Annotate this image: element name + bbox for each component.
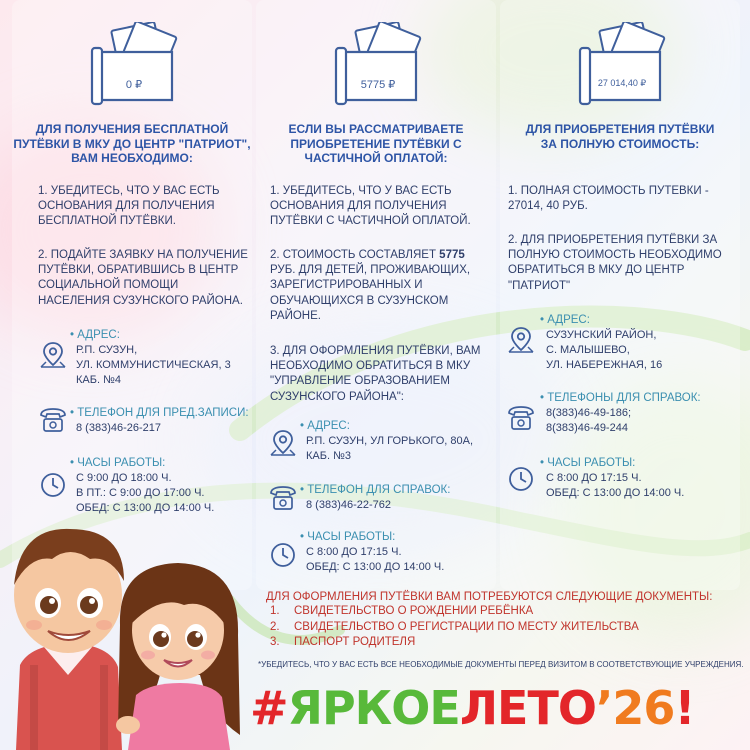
phone-label-full: • ТЕЛЕФОНЫ ДЛЯ СПРАВОК: — [540, 391, 701, 405]
documents-title: ДЛЯ ОФОРМЛЕНИЯ ПУТЁВКИ ВАМ ПОТРЕБУЮТСЯ СЛЕДУЮЩИЕ ДОКУМЕНТЫ: — [266, 591, 713, 603]
hours-free: С 9:00 ДО 18:00 Ч. В ПТ.: С 9:00 ДО 17:00 Ч. ОБЕД: С 13:00 ДО 14:00 Ч. — [76, 472, 215, 514]
telephone-icon — [506, 403, 536, 433]
step-2-free: 2. ПОДАЙТЕ ЗАЯВКУ НА ПОЛУЧЕНИЕ ПУТЁВКИ, ОБРАТИВШИСЬ В ЦЕНТР СОЦИАЛЬНОЙ ПОМОЩИ НАСЕЛЕНИЯ СУЗУНСКОГО РАЙОНА. — [38, 249, 248, 307]
step-2-partial: 2. СТОИМОСТЬ СОСТАВЛЯЕТ 5775 РУБ. ДЛЯ ДЕТЕЙ, ПРОЖИВАЮЩИХ, ЗАРЕГИСТРИРОВАННЫХ И ОБУЧАЮЩИХСЯ В СУЗУНСКОМ РАЙОНЕ. — [270, 249, 471, 322]
telephone-icon — [38, 405, 68, 435]
hours-full: С 8:00 ДО 17:15 Ч. ОБЕД: С 13:00 ДО 14:00 Ч. — [546, 472, 685, 499]
heading-partial: ЕСЛИ ВЫ РАССМАТРИВАЕТЕ ПРИОБРЕТЕНИЕ ПУТЁВКИ С ЧАСТИЧНОЙ ОПЛАТОЙ: — [288, 122, 464, 165]
step-1-partial: 1. УБЕДИТЕСЬ, ЧТО У ВАС ЕСТЬ ОСНОВАНИЯ ДЛЯ ПОЛУЧЕНИЯ ПУТЁВКИ С ЧАСТИЧНОЙ ОПЛАТОЙ. — [270, 185, 471, 228]
hashtag-banner: #ЯРКОЕЛЕТО’26! — [250, 681, 695, 735]
amount-partial: 5775 ₽ — [360, 79, 396, 91]
heading-full: ДЛЯ ПРИОБРЕТЕНИЯ ПУТЁВКИ ЗА ПОЛНУЮ СТОИМОСТЬ: — [525, 122, 715, 151]
step-2-full: 2. ДЛЯ ПРИОБРЕТЕНИЯ ПУТЁВКИ ЗА ПОЛНУЮ СТОИМОСТЬ НЕОБХОДИМО ОБРАТИТЬСЯ В МКУ ДО ЦЕНТР "ПАТРИОТ" — [508, 234, 722, 292]
address-label-full: • АДРЕС: — [540, 313, 590, 327]
clock-icon — [268, 540, 298, 570]
wallet-icon — [88, 22, 184, 108]
clock-icon — [38, 470, 68, 500]
children-illustration — [0, 515, 260, 750]
documents-section — [266, 590, 736, 651]
step-1-free: 1. УБЕДИТЕСЬ, ЧТО У ВАС ЕСТЬ ОСНОВАНИЯ ДЛЯ ПОЛУЧЕНИЯ БЕСПЛАТНОЙ ПУТЁВКИ. — [38, 185, 220, 228]
amount-full: 27 014,40 ₽ — [597, 78, 647, 88]
clock-icon — [506, 464, 536, 494]
heading-free: ДЛЯ ПОЛУЧЕНИЯ БЕСПЛАТНОЙ ПУТЁВКИ В МКУ ДО ЦЕНТР "ПАТРИОТ", ВАМ НЕОБХОДИМО: — [13, 122, 251, 165]
map-pin-icon — [38, 340, 68, 370]
map-pin-icon — [506, 325, 536, 355]
phone-label-partial: • ТЕЛЕФОН ДЛЯ СПРАВОК: — [300, 483, 450, 497]
wallet-icon — [576, 22, 672, 108]
phone-partial: 8 (383)46-22-762 — [306, 499, 392, 511]
phone-free: 8 (383)46-26-217 — [76, 422, 162, 434]
hours-label-free: • ЧАСЫ РАБОТЫ: — [70, 456, 165, 470]
document-item: 1. СВИДЕТЕЛЬСТВО О РОЖДЕНИИ РЕБЁНКА — [270, 605, 534, 617]
step-1-full: 1. ПОЛНАЯ СТОИМОСТЬ ПУТЕВКИ - 27014, 40 РУБ. — [508, 185, 709, 213]
address-label-free: • АДРЕС: — [70, 328, 120, 342]
document-item: 2. СВИДЕТЕЛЬСТВО О РЕГИСТРАЦИИ ПО МЕСТУ ЖИТЕЛЬСТВА — [270, 620, 639, 633]
hours-label-partial: • ЧАСЫ РАБОТЫ: — [300, 530, 395, 544]
address-partial: Р.П. СУЗУН, УЛ ГОРЬКОГО, 80А, КАБ. №3 — [306, 435, 474, 462]
address-free: Р.П. СУЗУН, УЛ. КОММУНИСТИЧЕСКАЯ, 3 КАБ. №4 — [76, 344, 231, 386]
phone-label-free: • ТЕЛЕФОН ДЛЯ ПРЕД.ЗАПИСИ: — [70, 406, 249, 420]
phone-full: 8(383)46-49-186; 8(383)46-49-244 — [546, 407, 632, 434]
hours-label-full: • ЧАСЫ РАБОТЫ: — [540, 456, 635, 470]
amount-free: 0 ₽ — [125, 79, 143, 91]
step-3-partial: 3. ДЛЯ ОФОРМЛЕНИЯ ПУТЁВКИ, ВАМ НЕОБХОДИМО ОБРАТИТЬСЯ В МКУ "УПРАВЛЕНИЕ ОБРАЗОВАНИЕМ СУЗУНСКОГО РАЙОНА": — [270, 345, 481, 403]
map-pin-icon — [268, 428, 298, 458]
document-item: 3. ПАСПОРТ РОДИТЕЛЯ — [270, 636, 416, 648]
wallet-icon — [332, 22, 428, 108]
documents-note: *УБЕДИТЕСЬ, ЧТО У ВАС ЕСТЬ ВСЕ НЕОБХОДИМЫЕ ДОКУМЕНТЫ ПЕРЕД ВИЗИТОМ В СООТВЕТСТВУЮЩИЕ УЧРЕЖДЕНИЯ. — [258, 660, 744, 669]
telephone-icon — [268, 483, 298, 513]
hours-partial: С 8:00 ДО 17:15 Ч. ОБЕД: С 13:00 ДО 14:00 Ч. — [306, 546, 445, 573]
address-full: СУЗУНСКИЙ РАЙОН, С. МАЛЫШЕВО, УЛ. НАБЕРЕЖНАЯ, 16 — [546, 329, 663, 371]
address-label-partial: • АДРЕС: — [300, 419, 350, 433]
